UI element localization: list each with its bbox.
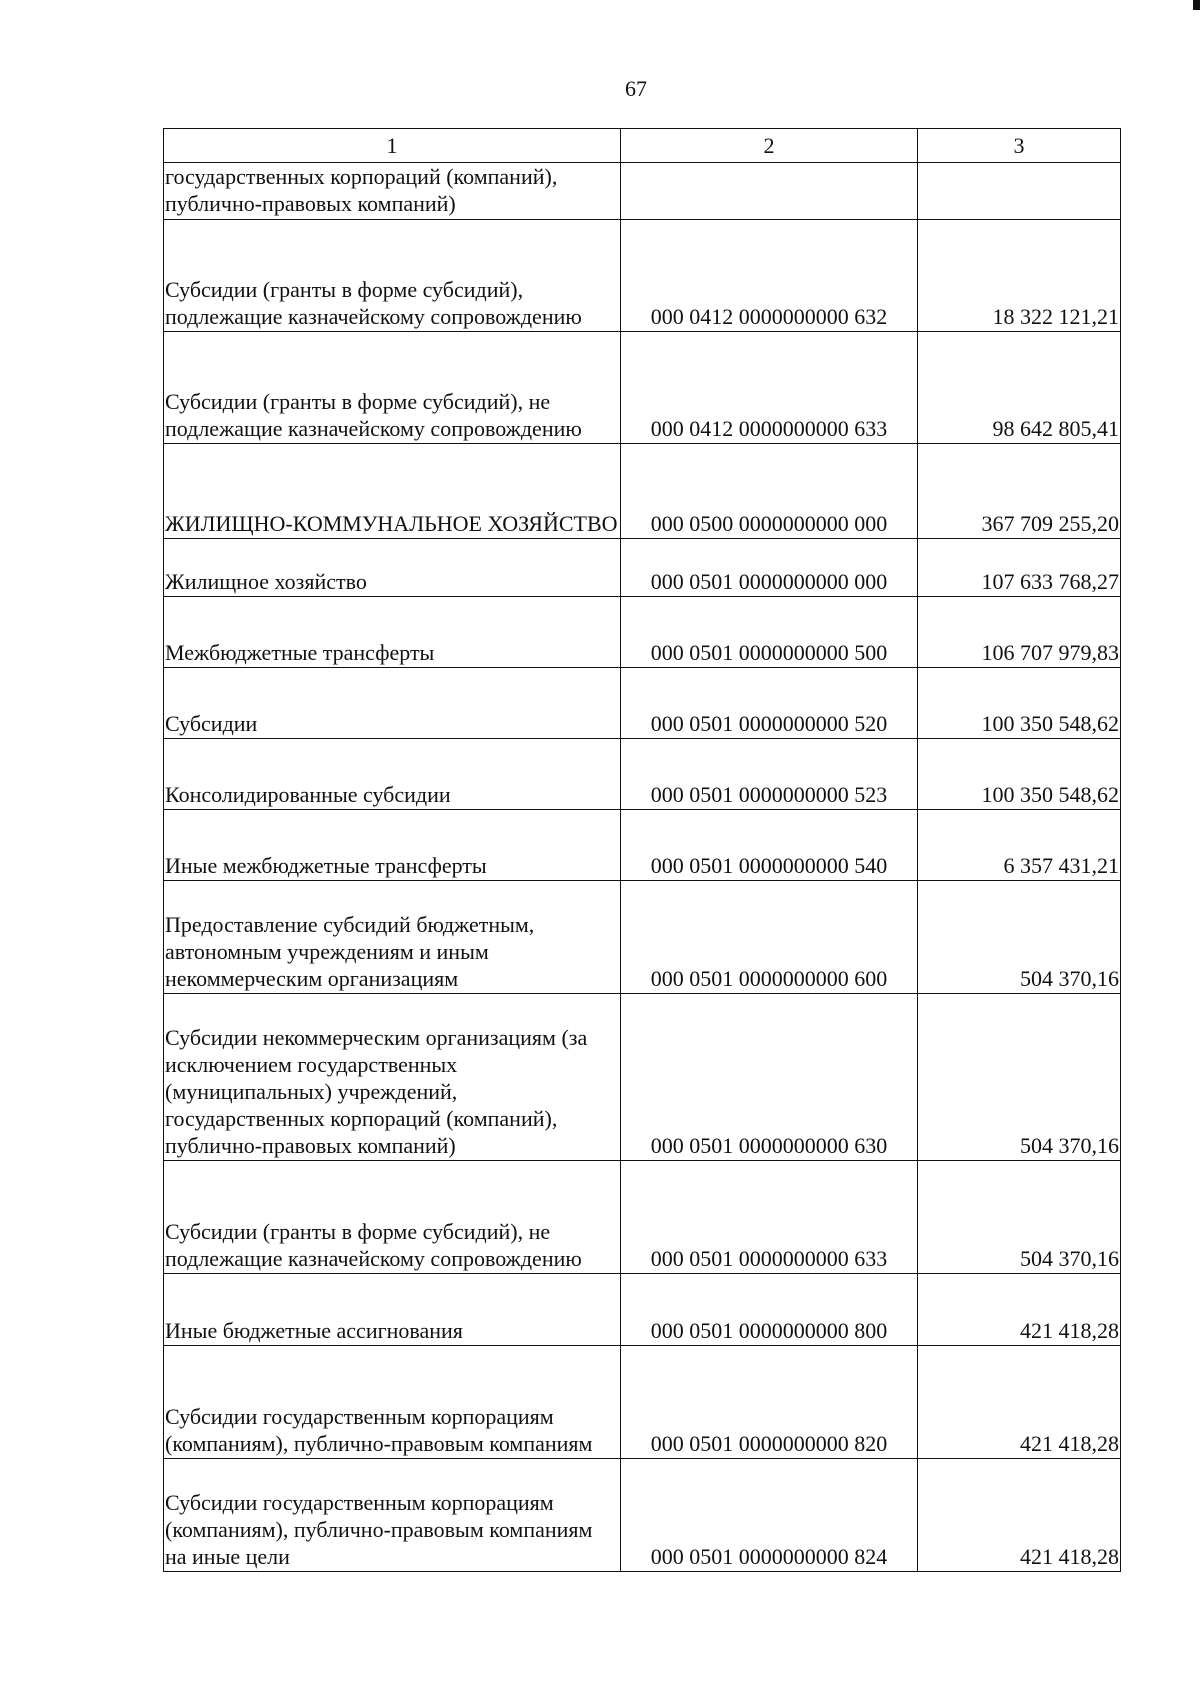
row-amount-cell: 367 709 255,20 — [918, 444, 1121, 539]
row-code-cell: 000 0501 0000000000 630 — [621, 994, 918, 1161]
row-code-cell: 000 0501 0000000000 523 — [621, 739, 918, 810]
row-code-cell: 000 0501 0000000000 824 — [621, 1459, 918, 1572]
table-row — [164, 881, 1121, 994]
row-name-cell: Субсидии — [164, 668, 621, 739]
row-name-cell: Межбюджетные трансферты — [164, 597, 621, 668]
row-name-cell: Иные бюджетные ассигнования — [164, 1274, 621, 1346]
row-code-cell: 000 0501 0000000000 633 — [621, 1161, 918, 1274]
table-row — [164, 597, 1121, 668]
header-col-3: 3 — [918, 129, 1121, 163]
row-amount-cell: 6 357 431,21 — [918, 810, 1121, 881]
row-code-cell: 000 0501 0000000000 520 — [621, 668, 918, 739]
row-code-cell: 000 0501 0000000000 800 — [621, 1274, 918, 1346]
table-row — [164, 739, 1121, 810]
row-amount-cell — [918, 163, 1121, 220]
row-name-cell: Субсидии государственным корпорациям (компаниям), публично-правовым компаниям на иные цели — [164, 1459, 621, 1572]
row-amount-cell: 107 633 768,27 — [918, 539, 1121, 597]
table-row — [164, 444, 1121, 539]
header-row — [164, 129, 1121, 163]
table-row — [164, 1346, 1121, 1459]
row-code-cell: 000 0501 0000000000 540 — [621, 810, 918, 881]
table-row — [164, 994, 1121, 1161]
row-name-cell: Консолидированные субсидии — [164, 739, 621, 810]
table-body — [164, 163, 1121, 1572]
row-amount-cell: 106 707 979,83 — [918, 597, 1121, 668]
row-amount-cell: 504 370,16 — [918, 881, 1121, 994]
row-code-cell: 000 0500 0000000000 000 — [621, 444, 918, 539]
row-amount-cell: 98 642 805,41 — [918, 332, 1121, 444]
row-name-cell: ЖИЛИЩНО-КОММУНАЛЬНОЕ ХОЗЯЙСТВО — [164, 444, 621, 539]
scan-corner-mark — [1193, 0, 1200, 10]
table-row — [164, 163, 1121, 220]
table-row — [164, 1459, 1121, 1572]
row-code-cell: 000 0412 0000000000 633 — [621, 332, 918, 444]
row-amount-cell: 504 370,16 — [918, 1161, 1121, 1274]
row-name-cell: Субсидии (гранты в форме субсидий), подлежащие казначейскому сопровождению — [164, 220, 621, 332]
row-name-cell: Иные межбюджетные трансферты — [164, 810, 621, 881]
row-name-cell: Субсидии (гранты в форме субсидий), не подлежащие казначейскому сопровождению — [164, 1161, 621, 1274]
row-amount-cell: 421 418,28 — [918, 1274, 1121, 1346]
row-name-cell: Субсидии некоммерческим организациям (за исключением государственных (муниципальных) учреждений, государственных корпораций (компаний), публично-правовых компаний) — [164, 994, 621, 1161]
row-code-cell: 000 0501 0000000000 000 — [621, 539, 918, 597]
table-row — [164, 539, 1121, 597]
table-row — [164, 1161, 1121, 1274]
row-name-cell: государственных корпораций (компаний), публично-правовых компаний) — [164, 163, 621, 220]
row-amount-cell: 504 370,16 — [918, 994, 1121, 1161]
row-amount-cell: 421 418,28 — [918, 1346, 1121, 1459]
table-row — [164, 668, 1121, 739]
table-row — [164, 810, 1121, 881]
row-code-cell: 000 0501 0000000000 600 — [621, 881, 918, 994]
page-number: 67 — [625, 76, 647, 101]
row-amount-cell: 421 418,28 — [918, 1459, 1121, 1572]
row-name-cell: Субсидии государственным корпорациям (компаниям), публично-правовым компаниям — [164, 1346, 621, 1459]
row-name-cell: Предоставление субсидий бюджетным, автономным учреждениям и иным некоммерческим организациям — [164, 881, 621, 994]
row-amount-cell: 100 350 548,62 — [918, 668, 1121, 739]
header-col-1: 1 — [164, 129, 621, 163]
table-row — [164, 220, 1121, 332]
table-row — [164, 332, 1121, 444]
table-row — [164, 1274, 1121, 1346]
row-name-cell: Жилищное хозяйство — [164, 539, 621, 597]
row-code-cell — [621, 163, 918, 220]
row-code-cell: 000 0501 0000000000 500 — [621, 597, 918, 668]
row-amount-cell: 18 322 121,21 — [918, 220, 1121, 332]
budget-table — [163, 128, 1121, 1572]
header-col-2: 2 — [621, 129, 918, 163]
row-name-cell: Субсидии (гранты в форме субсидий), не подлежащие казначейскому сопровождению — [164, 332, 621, 444]
row-code-cell: 000 0412 0000000000 632 — [621, 220, 918, 332]
table-header — [164, 129, 1121, 163]
row-code-cell: 000 0501 0000000000 820 — [621, 1346, 918, 1459]
row-amount-cell: 100 350 548,62 — [918, 739, 1121, 810]
